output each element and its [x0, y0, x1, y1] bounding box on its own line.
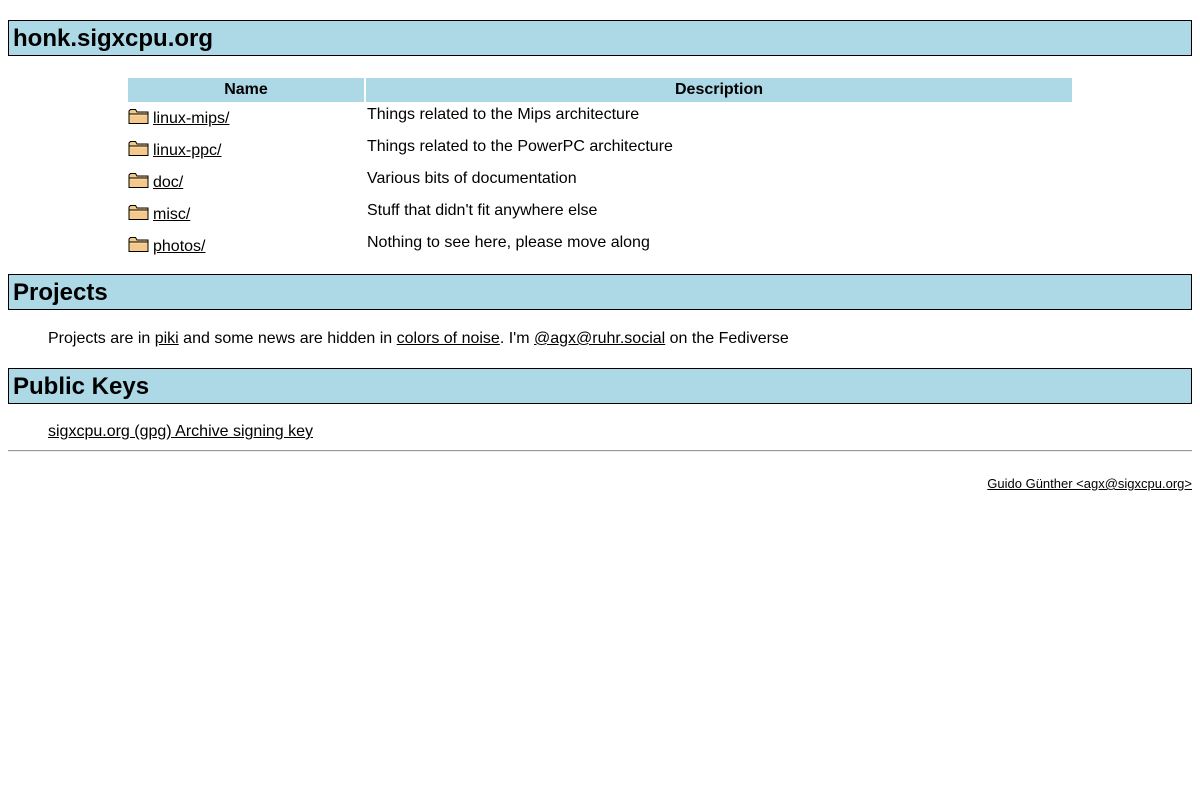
name-cell — [128, 232, 364, 262]
table-row — [128, 168, 1072, 198]
description-column-header: Description — [366, 78, 1072, 102]
directory-link-misc[interactable]: misc/ — [153, 206, 191, 223]
name-cell — [128, 200, 364, 230]
folder-icon[interactable] — [128, 140, 149, 162]
directory-link-linux-ppc[interactable]: linux-ppc/ — [153, 142, 222, 159]
projects-text-2: and some news are hidden in — [178, 330, 397, 347]
fediverse-link[interactable]: @agx@ruhr.social — [534, 330, 666, 347]
archive-signing-key-link[interactable]: sigxcpu.org (gpg) Archive signing key — [48, 423, 314, 440]
description-cell: Things related to the PowerPC architecture — [367, 138, 673, 155]
site-title: honk.sigxcpu.org — [13, 25, 214, 52]
public-keys-paragraph — [48, 422, 313, 442]
projects-paragraph — [48, 329, 789, 349]
projects-header-bar — [8, 274, 1192, 310]
name-cell — [128, 104, 364, 134]
footer-divider — [8, 450, 1192, 452]
author-email-link[interactable]: Guido Günther <agx@sigxcpu.org> — [987, 476, 1192, 491]
piki-link[interactable]: piki — [154, 330, 179, 347]
table-row — [128, 136, 1072, 166]
projects-text-1: Projects are in — [48, 330, 155, 347]
footer — [987, 476, 1192, 491]
directory-link-photos[interactable]: photos/ — [153, 238, 206, 255]
description-cell: Things related to the Mips architecture — [367, 106, 640, 123]
table-row — [128, 232, 1072, 262]
directory-link-doc[interactable]: doc/ — [153, 174, 184, 191]
table-row — [128, 104, 1072, 134]
description-cell: Nothing to see here, please move along — [367, 234, 650, 251]
folder-icon[interactable] — [128, 236, 149, 258]
name-column-header: Name — [128, 78, 364, 102]
projects-text-3: . I'm — [499, 330, 534, 347]
description-cell: Various bits of documentation — [367, 170, 577, 187]
colors-of-noise-link[interactable]: colors of noise — [396, 330, 500, 347]
folder-icon[interactable] — [128, 108, 149, 130]
table-row — [128, 200, 1072, 230]
folder-icon[interactable] — [128, 204, 149, 226]
directory-link-linux-mips[interactable]: linux-mips/ — [153, 110, 230, 127]
folder-icon[interactable] — [128, 172, 149, 194]
projects-heading: Projects — [13, 279, 108, 306]
name-cell — [128, 136, 364, 166]
directory-table — [126, 76, 1074, 264]
directory-header-row — [128, 78, 1072, 102]
site-title-bar — [8, 20, 1192, 56]
name-cell — [128, 168, 364, 198]
public-keys-header-bar — [8, 368, 1192, 404]
projects-text-4: on the Fediverse — [665, 330, 789, 347]
description-cell: Stuff that didn't fit anywhere else — [367, 202, 598, 219]
public-keys-heading: Public Keys — [13, 373, 150, 400]
